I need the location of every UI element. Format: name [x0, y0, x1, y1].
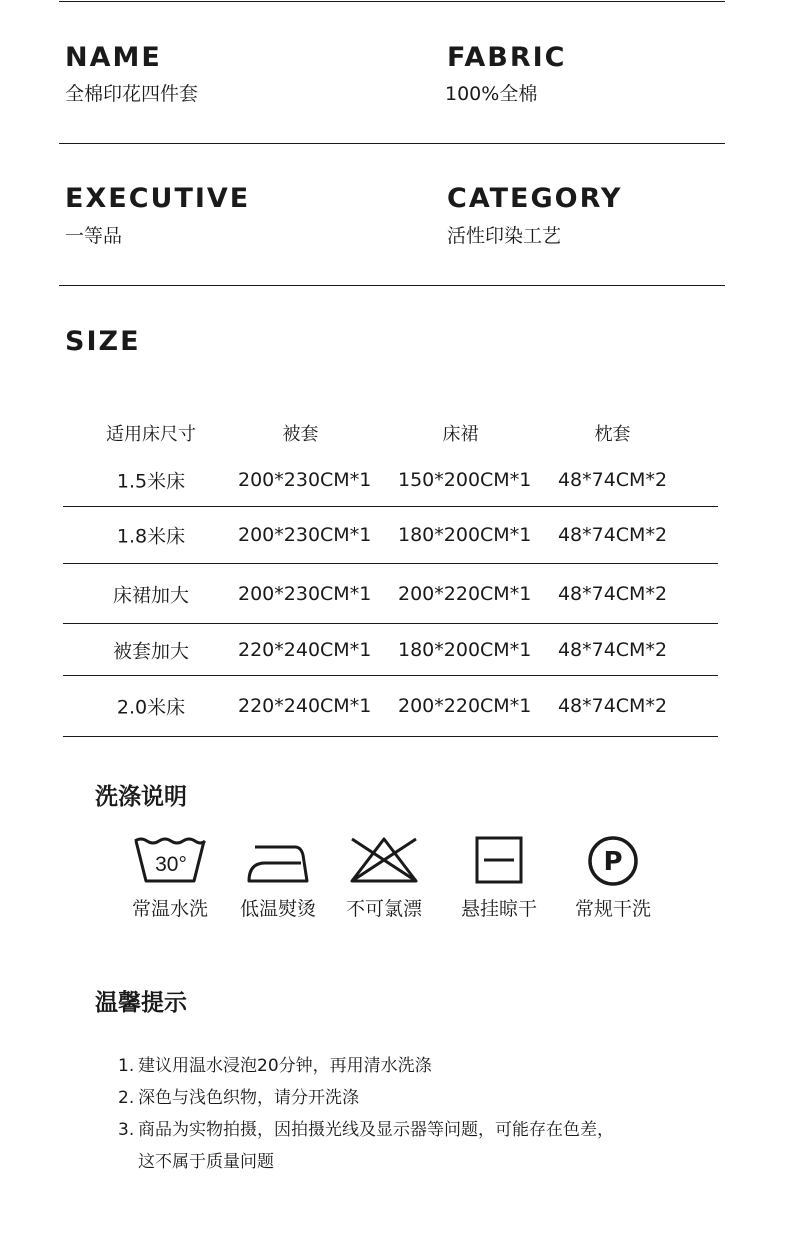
care-item-iron [218, 835, 338, 921]
dry-clean-p-text: P [603, 847, 623, 877]
table-cell: 200*230CM*1 [238, 524, 372, 546]
table-cell: 48*74CM*2 [557, 524, 668, 546]
care-label: 不可氯漂 [345, 898, 422, 920]
name-value: 全棉印花四件套 [65, 83, 199, 105]
list-item [118, 1050, 614, 1082]
tip-text: 建议用温水浸泡20分钟，再用清水洗涤 [138, 1056, 432, 1076]
table-cell: 200*220CM*1 [398, 695, 532, 717]
table-cell: 1.5米床 [116, 470, 186, 493]
table-header-cell: 适用床尺寸 [106, 424, 196, 445]
no-bleach-icon [348, 835, 420, 885]
table-cell: 200*230CM*1 [238, 469, 372, 491]
table-cell: 48*74CM*2 [557, 638, 668, 661]
table-header-cell: 床裙 [442, 424, 479, 445]
iron-low-icon [245, 835, 311, 885]
table-cell: 220*240CM*1 [238, 638, 372, 661]
table-header-cell: 枕套 [594, 424, 631, 445]
table-cell: 200*230CM*1 [238, 582, 372, 605]
table-row [63, 507, 718, 564]
executive-value: 一等品 [65, 225, 123, 247]
tips-list [118, 1050, 614, 1178]
care-label: 悬挂晾干 [460, 898, 537, 920]
care-item-bleach [324, 835, 444, 921]
tip-number: 2. [118, 1088, 135, 1108]
tip-number: 3. [118, 1120, 135, 1140]
divider-top [59, 1, 725, 2]
table-cell: 150*200CM*1 [398, 469, 532, 491]
table-cell: 2.0米床 [116, 696, 186, 719]
table-cell: 床裙加大 [112, 584, 189, 606]
tips-title: 温馨提示 [95, 990, 187, 1016]
dry-clean-p-icon [587, 835, 639, 887]
care-item-dry [439, 835, 559, 921]
table-cell: 48*74CM*2 [557, 695, 668, 717]
table-row [63, 454, 718, 507]
wash-temp-text: 30° [155, 853, 187, 876]
fabric-value: 100%全棉 [445, 83, 538, 105]
executive-label: EXECUTIVE [65, 183, 251, 214]
washing-title: 洗涤说明 [95, 784, 187, 810]
table-row [63, 564, 718, 624]
category-value: 活性印染工艺 [447, 225, 562, 247]
line-dry-icon [474, 835, 524, 885]
list-item [118, 1082, 614, 1114]
table-cell: 180*200CM*1 [398, 638, 532, 661]
table-row [63, 624, 718, 676]
care-label: 常温水洗 [131, 898, 208, 920]
size-table [63, 410, 718, 737]
table-cell: 48*74CM*2 [557, 469, 668, 491]
table-cell: 180*200CM*1 [398, 524, 532, 546]
tip-text: 深色与浅色织物，请分开洗涤 [138, 1088, 359, 1108]
care-label: 低温熨烫 [239, 898, 316, 920]
table-cell: 被套加大 [112, 640, 189, 662]
care-label: 常规干洗 [574, 898, 651, 920]
table-cell: 220*240CM*1 [238, 695, 372, 717]
category-label: CATEGORY [447, 183, 623, 214]
wash-30-icon [133, 835, 207, 885]
care-item-wash [110, 835, 230, 921]
tip-text-continued: 这不属于质量问题 [138, 1152, 274, 1172]
table-row [63, 676, 718, 737]
care-item-dryclean [553, 835, 673, 921]
tip-number: 1. [118, 1056, 135, 1076]
name-label: NAME [65, 42, 162, 73]
table-header-row [63, 410, 718, 454]
size-title: SIZE [65, 326, 141, 357]
divider-2 [59, 285, 725, 286]
list-item [118, 1114, 614, 1178]
table-cell: 200*220CM*1 [398, 582, 532, 605]
fabric-label: FABRIC [447, 42, 567, 73]
table-cell: 1.8米床 [116, 525, 186, 548]
tip-text: 商品为实物拍摄，因拍摄光线及显示器等问题，可能存在色差， [138, 1120, 614, 1140]
table-cell: 48*74CM*2 [557, 582, 668, 605]
table-header-cell: 被套 [282, 424, 319, 445]
divider-1 [59, 143, 725, 144]
